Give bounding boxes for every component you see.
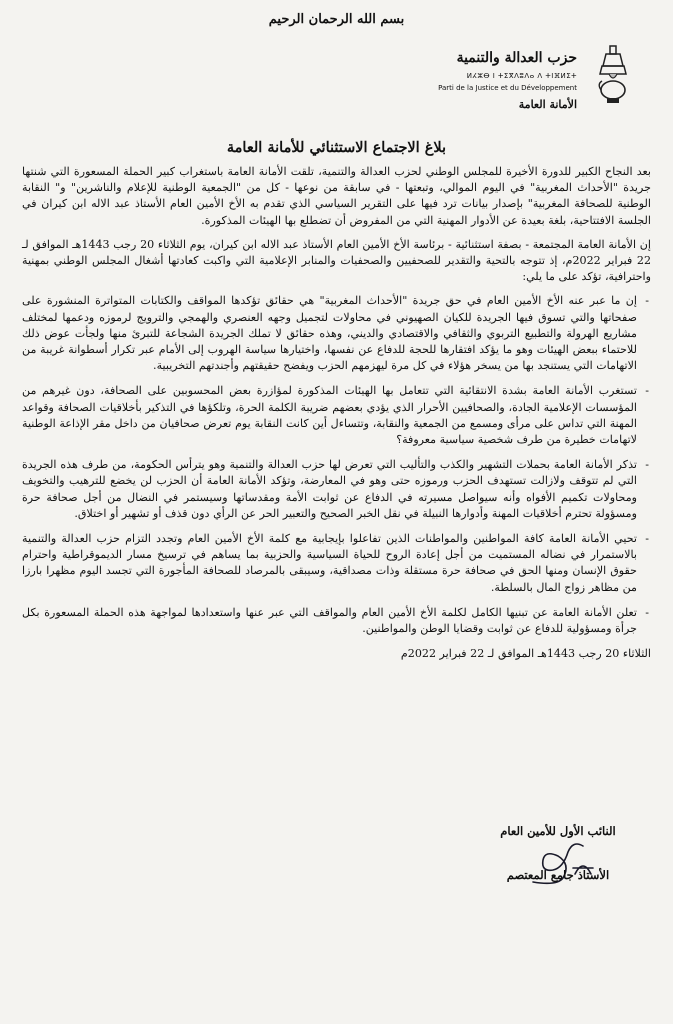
document-title: بلاغ الاجتماع الاستثنائي للأمانة العامة	[226, 139, 447, 156]
date-line: الثلاثاء 20 رجب 1443هـ الموافق لـ 22 فبراير 2022م	[400, 647, 651, 661]
secretariat-label: الأمانة العامة	[518, 98, 577, 111]
list-item: - تحيي الأمانة العامة كافة المواطنين والمواطنات الذين تفاعلوا بإيجابية مع كلمة الأخ الأمين العام وتجدد التزام حزب العدالة والتنمية بالاستمرار في نضاله المستميت من أجل إعادة الروح للحياة السياسية والحزبية بما يساهم في ترسيخ مسار الديموقراطية واحترام حقوق الإنسان ومنها الحق في صحافة حرة مستقلة وذات مصداقية، وسيبقى بالمرصاد للصحافة المأجورة التي تجسد اليوم مظهرا بارزا من مظاهر زواج المال بالسلطة.	[22, 531, 637, 596]
list-item: - تعلن الأمانة العامة عن تبنيها الكامل لكلمة الأخ الأمين العام والمواقف التي عبر عنها واستعدادها لمواجهة هذه الحملة المسعورة بكل جرأة ومسؤولية للدفاع عن ثوابت وقضايا الوطن والمواطنين.	[22, 605, 637, 637]
lamp-logo-icon	[593, 44, 633, 106]
basmala: بسم الله الرحمان الرحيم	[268, 12, 405, 27]
signatory-role: النائب الأول للأمين العام	[500, 824, 616, 838]
list-item: - تستغرب الأمانة العامة بشدة الانتقائية التي تتعامل بها الهيئات المذكورة لمؤازرة بعض المحسوبين على الصحافة، دون غيرهم من المؤسسات الإعلامية الجادة، والصحافيين الأحرار الذي يؤدي بعضهم ضريبة الكلمة الحرة، وتلكؤها في التذكير بأخلاقيات الصحافة وقواعد المهنة التي تداس على مرأى ومسمع من الجمعية والنقابة، وتتساءل أين كانت النقابة يوم تعرض صحافيان من داخل مقر الإذاعة الوطنية لاتهامات خطيرة من طرف شخصية سياسية معروفة؟	[22, 383, 637, 448]
party-letterhead	[423, 44, 633, 122]
points-list	[22, 293, 651, 637]
party-name-french: Parti de la Justice et du Développement	[438, 84, 577, 92]
list-item: - إن ما عبر عنه الأخ الأمين العام في حق جريدة "الأحداث المغربية" هي حقائق تؤكدها المواقف والكتابات المتواترة المنشورة على صفحاتها والتي تسوق فيها الجريدة للكيان الصهيوني في محاولات لتجميل وجهه العنصري والهمجي والترويج لرموزه ودعمها لمختلف مشاريع الهرولة والتطبيع التربوي والثقافي والاقتصادي والديني، وهذه حقائق لا تملك الجريدة الشجاعة للتبرئ منها ولجأت عوض ذلك للاحتماء ببعض الهيئات وهو ما يؤكد افتقارها للحجة للدفاع عن نفسها، واختيارها سياسة الهروب إلى الأمام عبر تكرار أسطوانة غريبة من الاتهامات التي يستنجد بها من يسخر هؤلاء في كل مرة ليهزمهم الحزب ويفضح حقيقتهم وأجندتهم التخريبية.	[22, 293, 637, 374]
party-name-tifinagh: ⵍⵃⵣⴱ ⵏ ⵜⵉⴳⴷⵓⴷⴰ ⴷ ⵜⵏⴼⵍⵉⵜ	[466, 72, 577, 80]
statement-paragraph: إن الأمانة العامة المجتمعة - بصفة استثنائية - برئاسة الأخ الأمين العام الأستاذ عبد الاله ابن كيران، يوم الثلاثاء 20 رجب 1443هـ الموافق لـ 22 فبراير 2022م، إذ تتوجه بالتحية والتقدير للصحفيين والصحفيات والمنابر الإعلامية التي واكبت كعادتها أشغال المجلس الوطني بمهنية واحترافية، تؤكد على ما يلي:	[22, 237, 652, 284]
document-body	[22, 164, 651, 670]
intro-paragraph: بعد النجاح الكبير للدورة الأخيرة للمجلس الوطني لحزب العدالة والتنمية، تلقت الأمانة العامة باستغراب كبير الحملة المسعورة التي شنتها جريدة "الأحداث المغربية" في اليوم الموالي، وتبعتها - في سابقة من نوعها - كل من "الجمعية الوطنية للإعلام والناشرين" و" النقابة الوطنية للصحافة المغربية" بإصدار بيانات ترد فيها على التقرير السياسي الذي تقدم به الأخ الأمين العام الأستاذ عبد الاله ابن كيران في الجلسة الافتتاحية، بلغة بعيدة عن الأدوار المهنية التي من المفروض أن تضطلع بها الهيئات المذكورة.	[22, 165, 651, 227]
signatory-name: الأستاذ جامع المعتصم	[506, 868, 610, 882]
party-name-arabic: حزب العدالة والتنمية	[456, 50, 577, 66]
list-item: - تذكر الأمانة العامة بحملات التشهير والكذب والتأليب التي تعرض لها حزب العدالة والتنمية وهو يترأس الحكومة، من طرف هذه الجريدة التي لم تتوقف ولازالت تستهدف الحزب ورموزه حتى وهو في المعارضة، وتؤكد الأمانة العامة أن الحزب لن يخضع للترهيب والتخويف ومحاولات تكميم الأفواه وأنه سيواصل مسيرته في الدفاع عن ثوابت الأمة ومقدساتها وسيستمر في النضال من أجل صحافة حرة ومسؤولة تحترم أخلاقيات المهنة وأدوارها النبيلة في نقل الخبر الصحيح والتعبير الحر عن الرأي دون قذف أو تشهير أو اختلاق.	[22, 457, 637, 522]
